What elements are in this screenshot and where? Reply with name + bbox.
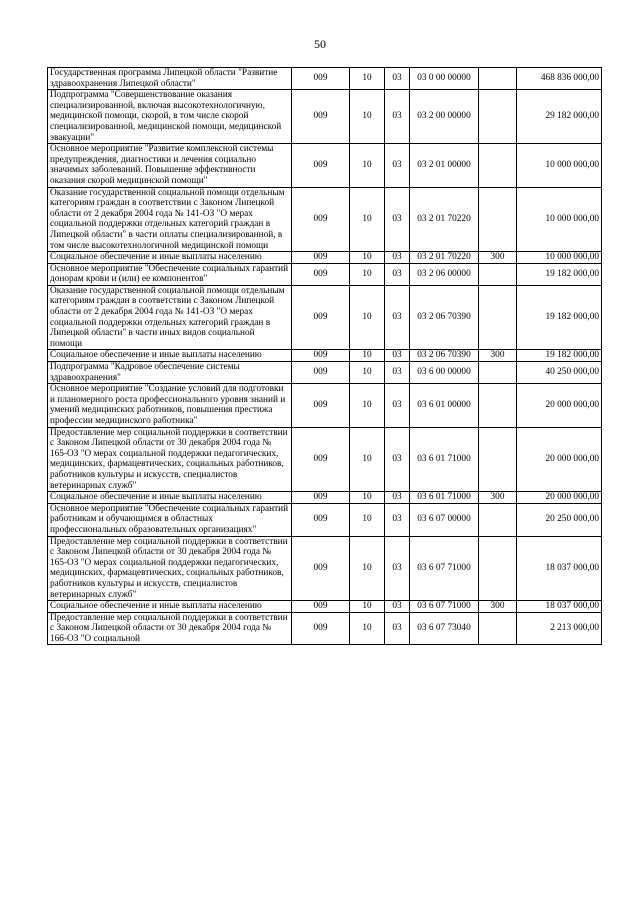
- expense-type-code: [479, 285, 517, 350]
- amount: 18 037 000,00: [517, 536, 602, 601]
- section-code: 10: [350, 503, 385, 536]
- table-row: [48, 427, 602, 492]
- table-row: [48, 503, 602, 536]
- subsection-code: 03: [385, 285, 410, 350]
- ministry-code: 009: [292, 285, 350, 350]
- subsection-code: 03: [385, 362, 410, 384]
- item-name: Основное мероприятие "Создание условий для подготовки и планомерного роста профессионального уровня знаний и умений медицинских работников, повышения престижа профессии медицинского работника": [48, 384, 292, 427]
- expense-type-code: [479, 362, 517, 384]
- ministry-code: 009: [292, 492, 350, 504]
- table-row: [48, 350, 602, 362]
- subsection-code: 03: [385, 492, 410, 504]
- item-name: Предоставление мер социальной поддержки в соответствии с Законом Липецкой области от 30 декабря 2004 года № 165-ОЗ "О мерах социальной поддержки педагогических, медицинских, фармацевтических, социальных работников, работников культуры и искусств, специалистов ветеринарных служб": [48, 536, 292, 601]
- item-name: Основное мероприятие "Обеспечение социальных гарантий донорам крови и (или) ее компонентов": [48, 263, 292, 285]
- subsection-code: 03: [385, 68, 410, 90]
- ministry-code: 009: [292, 601, 350, 613]
- target-article-code: 03 6 07 71000: [410, 536, 479, 601]
- target-article-code: 03 6 00 00000: [410, 362, 479, 384]
- amount: 10 000 000,00: [517, 252, 602, 264]
- ministry-code: 009: [292, 536, 350, 601]
- item-name: Подпрограмма "Кадровое обеспечение системы здравоохранения": [48, 362, 292, 384]
- expense-type-code: [479, 90, 517, 144]
- ministry-code: 009: [292, 252, 350, 264]
- ministry-code: 009: [292, 384, 350, 427]
- subsection-code: 03: [385, 601, 410, 613]
- item-name: Подпрограмма "Совершенствование оказания специализированной, включая высокотехнологичную, медицинской помощи, скорой, в том числе скорой специализированной, медицинской помощи, медицинской эвакуации": [48, 90, 292, 144]
- section-code: 10: [350, 492, 385, 504]
- section-code: 10: [350, 601, 385, 613]
- amount: 40 250 000,00: [517, 362, 602, 384]
- target-article-code: 03 6 01 71000: [410, 492, 479, 504]
- section-code: 10: [350, 427, 385, 492]
- ministry-code: 009: [292, 90, 350, 144]
- item-name: Предоставление мер социальной поддержки в соответствии с Законом Липецкой области от 30 декабря 2004 года № 165-ОЗ "О мерах социальной поддержки педагогических, медицинских, фармацевтических, социальных работников, работников культуры и искусств, специалистов ветеринарных служб": [48, 427, 292, 492]
- expense-type-code: [479, 144, 517, 187]
- subsection-code: 03: [385, 503, 410, 536]
- table-row: [48, 536, 602, 601]
- amount: 19 182 000,00: [517, 263, 602, 285]
- subsection-code: 03: [385, 612, 410, 645]
- item-name: Социальное обеспечение и иные выплаты населению: [48, 252, 292, 264]
- target-article-code: 03 2 06 70390: [410, 350, 479, 362]
- target-article-code: 03 2 00 00000: [410, 90, 479, 144]
- item-name: Основное мероприятие "Обеспечение социальных гарантий работникам и обучающимся в областных профессиональных образовательных организациях": [48, 503, 292, 536]
- expense-type-code: 300: [479, 350, 517, 362]
- section-code: 10: [350, 187, 385, 252]
- ministry-code: 009: [292, 427, 350, 492]
- amount: 10 000 000,00: [517, 144, 602, 187]
- subsection-code: 03: [385, 263, 410, 285]
- target-article-code: 03 0 00 00000: [410, 68, 479, 90]
- item-name: Оказание государственной социальной помощи отдельным категориям граждан в соответствии с Законом Липецкой области от 2 декабря 2004 года № 141-ОЗ "О мерах социальной поддержки отдельных категорий граждан в Липецкой области" в части иных видов социальной помощи: [48, 285, 292, 350]
- ministry-code: 009: [292, 68, 350, 90]
- target-article-code: 03 2 06 70390: [410, 285, 479, 350]
- expense-type-code: 300: [479, 601, 517, 613]
- section-code: 10: [350, 252, 385, 264]
- page-number: 50: [314, 37, 326, 51]
- ministry-code: 009: [292, 503, 350, 536]
- amount: 20 000 000,00: [517, 384, 602, 427]
- subsection-code: 03: [385, 350, 410, 362]
- section-code: 10: [350, 90, 385, 144]
- subsection-code: 03: [385, 187, 410, 252]
- expense-type-code: 300: [479, 252, 517, 264]
- item-name: Предоставление мер социальной поддержки в соответствии с Законом Липецкой области от 30 декабря 2004 года № 166-ОЗ "О социальной: [48, 612, 292, 645]
- section-code: 10: [350, 362, 385, 384]
- amount: 18 037 000,00: [517, 601, 602, 613]
- ministry-code: 009: [292, 263, 350, 285]
- target-article-code: 03 6 07 00000: [410, 503, 479, 536]
- item-name: Основное мероприятие "Развитие комплексной системы предупреждения, диагностики и лечения социально значимых заболеваний. Повышение эффективности оказания скорой медицинской помощи": [48, 144, 292, 187]
- subsection-code: 03: [385, 144, 410, 187]
- budget-table-body: [48, 68, 602, 645]
- target-article-code: 03 6 01 00000: [410, 384, 479, 427]
- subsection-code: 03: [385, 252, 410, 264]
- amount: 19 182 000,00: [517, 285, 602, 350]
- expense-type-code: [479, 263, 517, 285]
- table-row: [48, 187, 602, 252]
- section-code: 10: [350, 384, 385, 427]
- table-row: [48, 68, 602, 90]
- section-code: 10: [350, 536, 385, 601]
- expense-type-code: 300: [479, 492, 517, 504]
- table-row: [48, 144, 602, 187]
- target-article-code: 03 6 07 73040: [410, 612, 479, 645]
- table-row: [48, 263, 602, 285]
- table-row: [48, 384, 602, 427]
- amount: 29 182 000,00: [517, 90, 602, 144]
- target-article-code: 03 2 06 00000: [410, 263, 479, 285]
- expense-type-code: [479, 68, 517, 90]
- section-code: 10: [350, 263, 385, 285]
- item-name: Оказание государственной социальной помощи отдельным категориям граждан в соответствии с Законом Липецкой области от 2 декабря 2004 года № 141-ОЗ "О мерах социальной поддержки отдельных категорий граждан в Липецкой области" в части оплаты специализированной, в том числе высокотехнологичной медицинской помощи: [48, 187, 292, 252]
- table-row: [48, 285, 602, 350]
- target-article-code: 03 6 07 71000: [410, 601, 479, 613]
- target-article-code: 03 2 01 00000: [410, 144, 479, 187]
- expense-type-code: [479, 427, 517, 492]
- item-name: Социальное обеспечение и иные выплаты населению: [48, 492, 292, 504]
- expense-type-code: [479, 384, 517, 427]
- table-row: [48, 90, 602, 144]
- ministry-code: 009: [292, 187, 350, 252]
- item-name: Социальное обеспечение и иные выплаты населению: [48, 601, 292, 613]
- amount: 468 836 000,00: [517, 68, 602, 90]
- subsection-code: 03: [385, 427, 410, 492]
- section-code: 10: [350, 612, 385, 645]
- table-row: [48, 492, 602, 504]
- amount: 19 182 000,00: [517, 350, 602, 362]
- subsection-code: 03: [385, 536, 410, 601]
- ministry-code: 009: [292, 144, 350, 187]
- expense-type-code: [479, 536, 517, 601]
- target-article-code: 03 6 01 71000: [410, 427, 479, 492]
- section-code: 10: [350, 144, 385, 187]
- amount: 2 213 000,00: [517, 612, 602, 645]
- table-row: [48, 362, 602, 384]
- subsection-code: 03: [385, 384, 410, 427]
- section-code: 10: [350, 285, 385, 350]
- ministry-code: 009: [292, 350, 350, 362]
- section-code: 10: [350, 68, 385, 90]
- expense-type-code: [479, 503, 517, 536]
- section-code: 10: [350, 350, 385, 362]
- ministry-code: 009: [292, 612, 350, 645]
- item-name: Социальное обеспечение и иные выплаты населению: [48, 350, 292, 362]
- amount: 20 000 000,00: [517, 492, 602, 504]
- budget-table: [47, 67, 602, 645]
- amount: 20 000 000,00: [517, 427, 602, 492]
- table-row: [48, 252, 602, 264]
- expense-type-code: [479, 612, 517, 645]
- table-row: [48, 612, 602, 645]
- expense-type-code: [479, 187, 517, 252]
- amount: 10 000 000,00: [517, 187, 602, 252]
- ministry-code: 009: [292, 362, 350, 384]
- target-article-code: 03 2 01 70220: [410, 187, 479, 252]
- target-article-code: 03 2 01 70220: [410, 252, 479, 264]
- amount: 20 250 000,00: [517, 503, 602, 536]
- subsection-code: 03: [385, 90, 410, 144]
- item-name: Государственная программа Липецкой области "Развитие здравоохранения Липецкой области": [48, 68, 292, 90]
- table-row: [48, 601, 602, 613]
